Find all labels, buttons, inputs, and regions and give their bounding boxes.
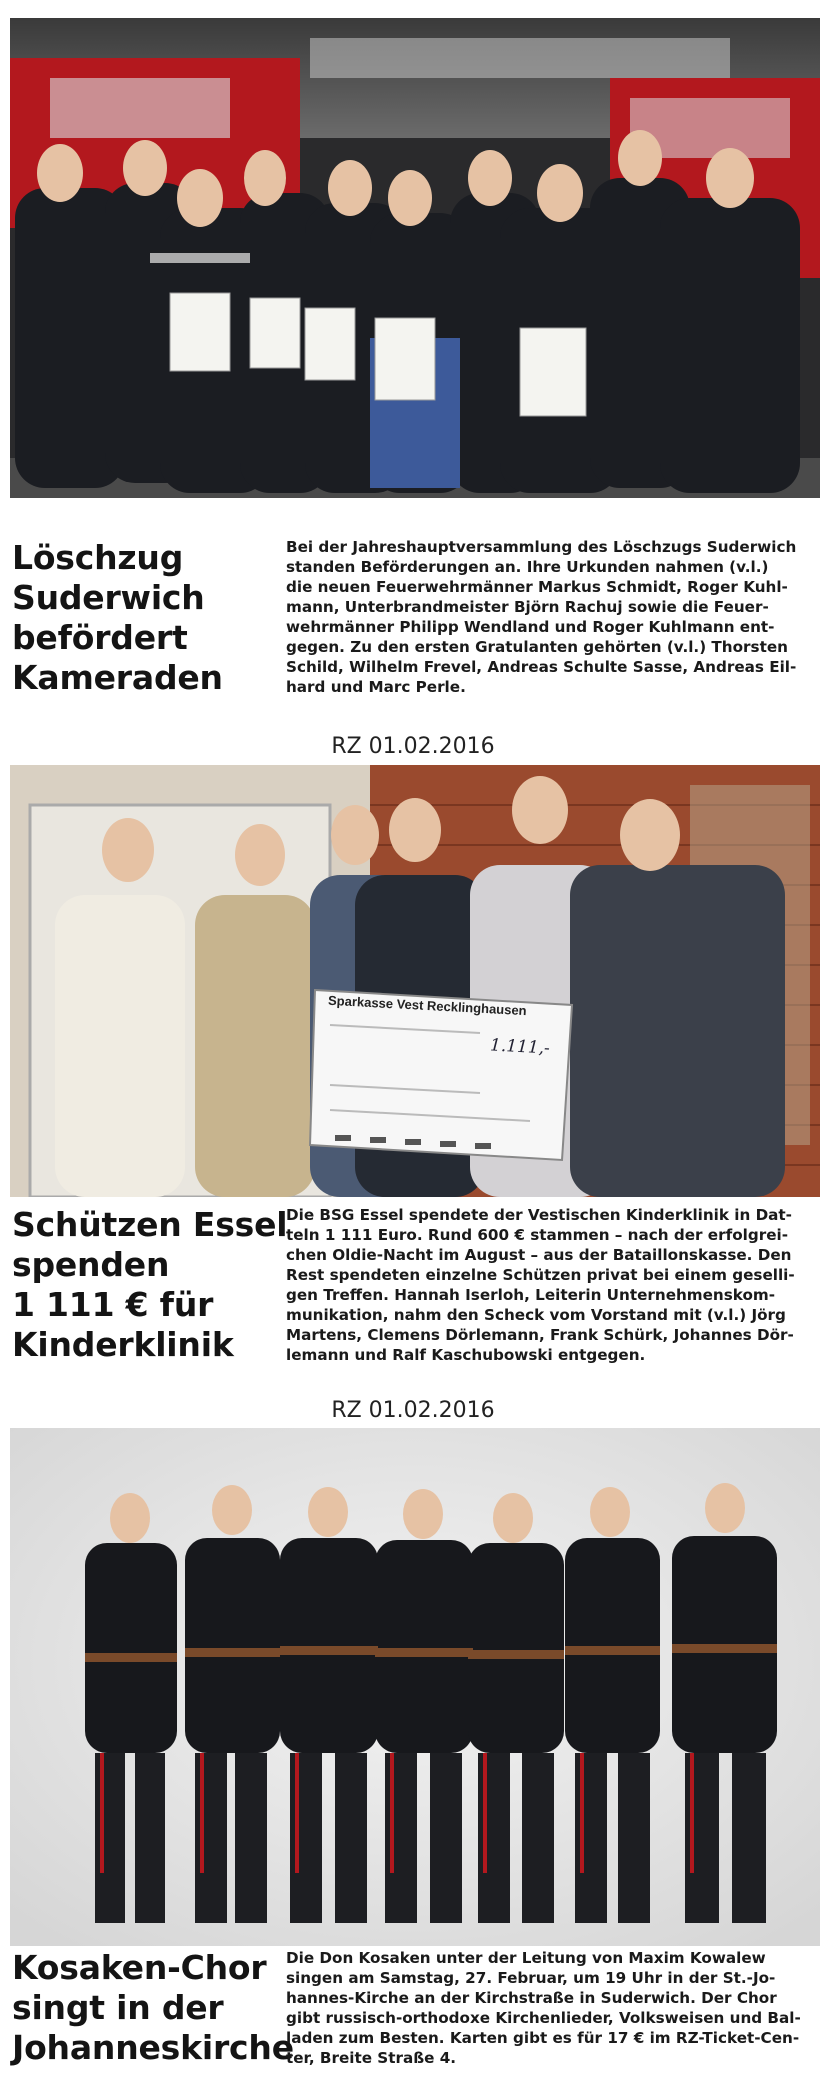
photo-cossack-choir — [10, 1428, 820, 1946]
photo-fire-brigade — [10, 18, 820, 498]
donation-check — [310, 990, 572, 1160]
headline-cossack-choir: Kosaken-Chor singt in der Johanneskirche — [12, 1948, 294, 2067]
caption-cossack-choir: Die Don Kosaken unter der Leitung von Maxim Kowalew singen am Samstag, 27. Februar, um 19 Uhr in der St.-Jo- hannes-Kirche an der Kirchstraße in Suderwich. Der Chor gibt russisch-orthodoxe Kirchenlieder, Volksweisen und Bal- laden zum Besten. Karten gibt es für 17 € im RZ-Ticket-Cen- ter, Breite Straße 4. — [286, 1949, 801, 2067]
headline-fire-brigade: Löschzug Suderwich befördert Kameraden — [12, 538, 223, 697]
check-bank-name: Sparkasse Vest Recklinghausen — [327, 992, 527, 1019]
photo-shooting-club — [10, 765, 820, 1197]
source-date-1: RZ 01.02.2016 — [331, 734, 495, 759]
caption-fire-brigade: Bei der Jahreshauptversammlung des Löschzugs Suderwich standen Beförderungen an. Ihre Urkunden nahmen (v.l.) die neuen Feuerwehrmänner Markus Schmidt, Roger Kuhl- mann, Unterbrandmeister Björn Rachuj sowie die Feuer- wehrmänner Philipp Wendland und Roger Kuhlmann ent- gegen. Zu den ersten Gratulanten gehörten (v.l.) Thorsten Schild, Wilhelm Frevel, Andreas Schulte Sasse, Andreas Eil- hard und Marc Perle. — [286, 538, 797, 696]
caption-shooting-club: Die BSG Essel spendete der Vestischen Kinderklinik in Dat- teln 1 111 Euro. Rund 600 € stammen – nach der erfolgrei- chen Oldie-Nacht im August – aus der Bataillonskasse. Den Rest spendeten einzelne Schützen privat bei einem geselli- gen Treffen. Hannah Iserloh, Leiterin Unternehmenskom- munikation, nahm den Scheck vom Vorstand mit (v.l.) Jörg Martens, Clemens Dörlemann, Frank Schürk, Johannes Dör- lemann und Ralf Kaschubowski entgegen. — [286, 1206, 795, 1364]
fire-brigade-group-image — [10, 18, 820, 498]
check-handover-image — [10, 765, 820, 1197]
check-amount: 1.111,- — [489, 1035, 551, 1059]
headline-shooting-club: Schützen Essel spenden 1 111 € für Kinderklinik — [12, 1205, 288, 1364]
source-date-2: RZ 01.02.2016 — [331, 1398, 495, 1423]
choir-group-image — [10, 1428, 820, 1946]
